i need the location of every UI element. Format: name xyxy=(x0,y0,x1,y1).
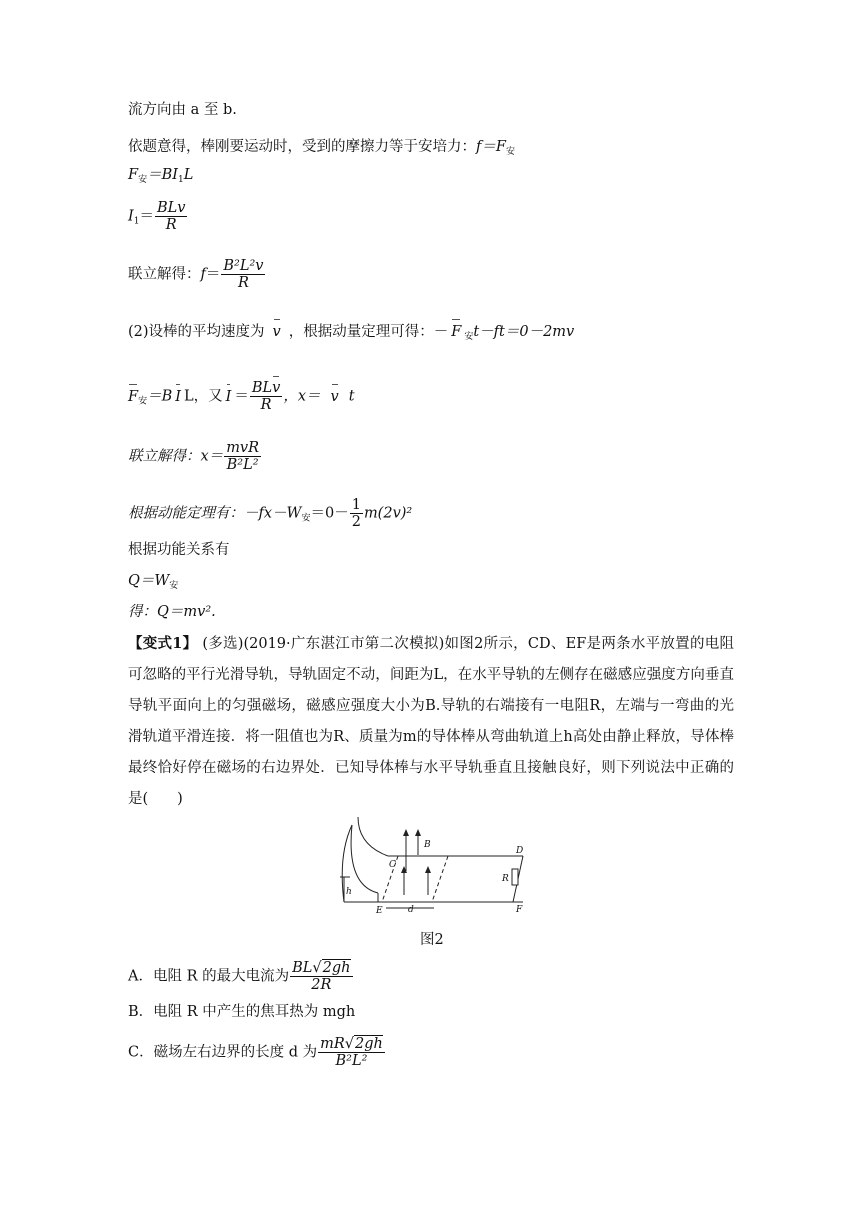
label-h: h xyxy=(346,887,352,897)
label-F: F xyxy=(516,905,523,915)
label-d: d xyxy=(408,905,414,915)
resistor-R xyxy=(512,869,518,885)
variant-tag: 【变式1】 xyxy=(128,635,198,652)
rail-diagram xyxy=(338,815,528,915)
option-C-frac: $\frac{mR√2gh}{\text{B²L²}}$ xyxy=(320,1036,383,1069)
line8-frac: $\frac{\text{mvR}}{\text{B²L²}}$ xyxy=(226,440,260,473)
line2-text: 依题意得，棒刚要运动时，受到的摩擦力等于安培力： xyxy=(128,139,476,155)
solution-line-11: $Q=W_安$ xyxy=(128,573,179,591)
solution-line-7: $F_安=B$ I L，又 I ＝ $\frac{\text{BLv}}{R}$ ，x＝ v t xyxy=(128,380,355,413)
option-C xyxy=(128,1036,386,1069)
option-B: B．电阻 R 中产生的焦耳热为 mgh xyxy=(128,1004,356,1020)
solution-line-9: 根据动能定理有：$-fx-W_安=0-$ $\frac{1}{2}$ m(2v)² xyxy=(128,497,413,530)
an-subscript: 安 xyxy=(505,147,515,157)
solution-line-4: $I_1=$ $\frac{\text{BLv}}{R}$ xyxy=(128,200,186,233)
option-A xyxy=(128,960,354,993)
label-D: D xyxy=(516,846,524,856)
line7-frac: $\frac{\text{BLv}}{R}$ xyxy=(251,380,281,413)
option-C-text: C．磁场左右边界的长度 d 为 xyxy=(128,1044,318,1061)
solution-line-5: 联立解得：f＝ $\frac{\text{B²L²v}}{R}$ xyxy=(128,258,264,291)
line5-text: 联立解得： xyxy=(128,266,201,283)
line8-text: 联立解得：x＝ xyxy=(128,448,224,465)
option-A-text: A．电阻 R 的最大电流为 xyxy=(128,968,290,985)
label-R: R xyxy=(502,874,509,884)
boundary-right xyxy=(432,856,448,902)
solution-line-6: (2)设棒的平均速度为 v ，根据动量定理可得：－ F $_安$t－ft＝0－2mv xyxy=(128,324,575,342)
line2-eq: f＝F xyxy=(476,139,506,155)
label-B: B xyxy=(424,840,431,850)
line6-mid: ，根据动量定理可得：－ xyxy=(288,324,449,340)
solution-line-3: $F_安=BI_1L$ xyxy=(128,167,194,185)
solution-line-2 xyxy=(128,138,515,161)
line9-tail: m(2v)² xyxy=(363,505,413,522)
option-A-frac: $\frac{BL√2gh}{2R}$ xyxy=(292,960,351,993)
curved-track-upper xyxy=(358,817,388,856)
line3-tail: L xyxy=(183,167,194,183)
line4-frac: $\frac{\text{BLv}}{R}$ xyxy=(156,200,186,233)
solution-line-12: 得：Q＝mv². xyxy=(128,604,216,620)
solution-line-1: 流方向由 a 至 b. xyxy=(128,102,237,118)
line7-mid: ＝B xyxy=(147,388,173,405)
line6-text: (2)设棒的平均速度为 xyxy=(128,324,265,340)
line5-frac: $\frac{\text{B²L²v}}{R}$ xyxy=(223,258,264,291)
variant-text: (多选)(2019·广东湛江市第二次模拟)如图2所示，CD、EF是两条水平放置的电阻可忽略的平行光滑导轨，导轨固定不动，间距为L，在水平导轨的左侧存在磁感应强度方向垂直导轨平面向上的匀强磁场，磁感应强度大小为B.导轨的右端接有一电阻R，左端与一弯曲的光滑轨道平滑连接．将一阻值也为R、质量为m的导体棒从弯曲轨道上h高处由静止释放，导体棒最终恰好停在磁场的右边界处．已知导体棒与水平导轨垂直且接触良好，则下列说法中正确的是( ) xyxy=(128,636,734,807)
solution-line-10: 根据功能关系有 xyxy=(128,542,230,558)
line4-lhs: I xyxy=(128,208,134,225)
label-E: E xyxy=(376,906,383,915)
figure-caption: 图2 xyxy=(420,932,444,948)
label-C: C xyxy=(389,860,396,870)
variant-question xyxy=(128,628,734,815)
line7-L: L，又 xyxy=(183,388,223,405)
line9-frac: $\frac{1}{2}$ xyxy=(351,497,361,530)
solution-line-8 xyxy=(128,440,262,473)
curved-track-inner xyxy=(351,825,378,893)
an-subscript: 安 xyxy=(138,175,148,185)
line6-tail: t－ft＝0－2mv xyxy=(473,324,575,340)
line7-x: ，x＝ xyxy=(283,388,321,405)
line9-text: 根据动能定理有：－fx－W xyxy=(128,505,302,522)
line3-rhs: ＝BI xyxy=(147,167,178,183)
